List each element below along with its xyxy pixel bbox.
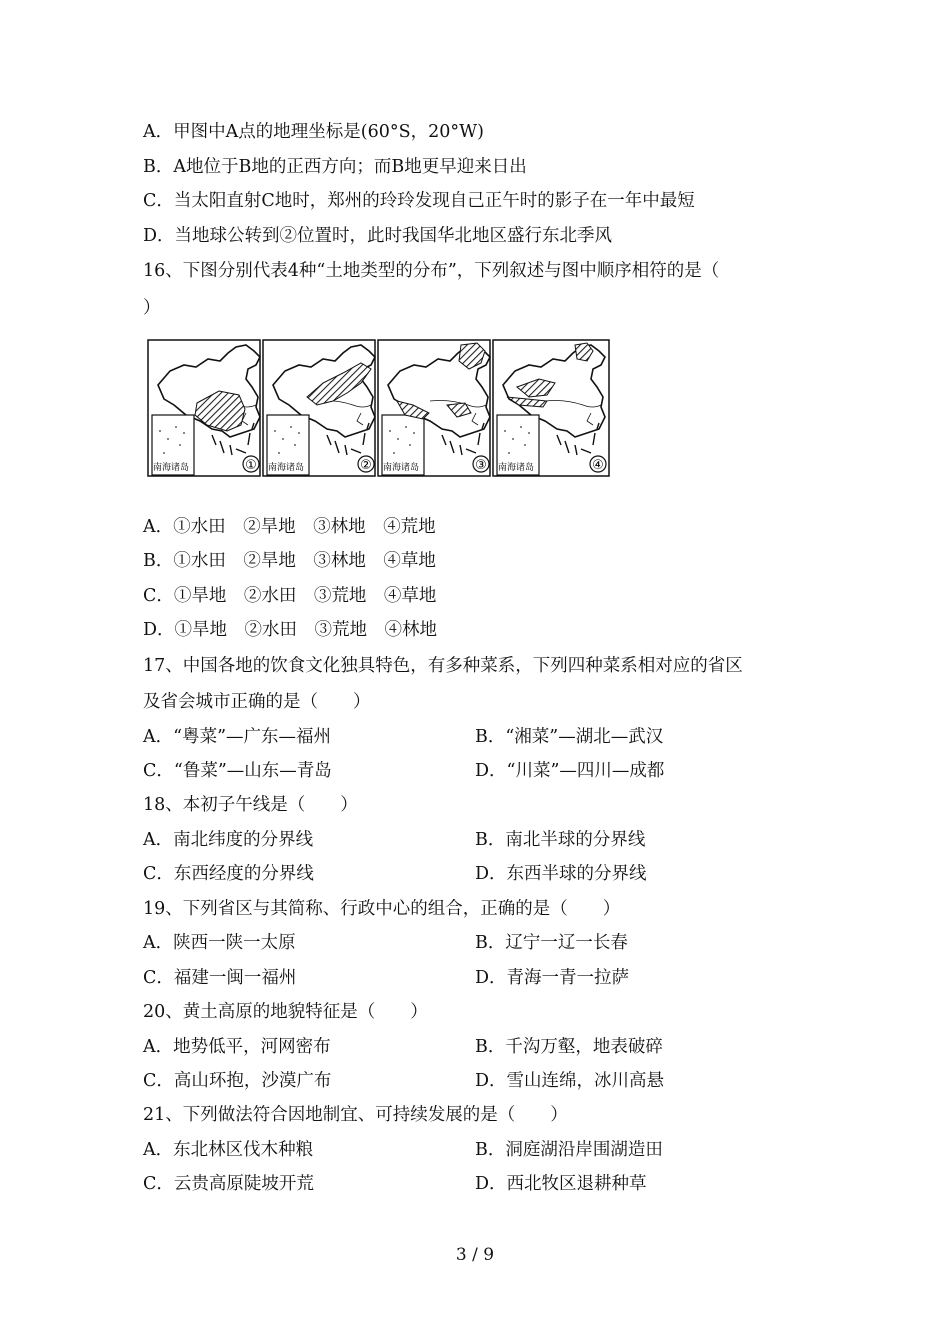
q15-option-a: A．甲图中A点的地理坐标是(60°S，20°W) bbox=[143, 122, 484, 142]
q21-option-d: D．西北牧区退耕种草 bbox=[475, 1174, 647, 1194]
q19-option-a: A．陕西一陕一太原 bbox=[143, 933, 296, 953]
q17-option-a: A．“粤菜”—广东—福州 bbox=[143, 727, 332, 747]
q19-option-c: C．福建一闽一福州 bbox=[143, 968, 297, 988]
q20-option-c: C．高山环抱，沙漠广布 bbox=[143, 1071, 332, 1091]
q21-stem: 21、下列做法符合因地制宜、可持续发展的是（ ） bbox=[143, 1105, 568, 1125]
inset-label-4: 南海诸岛 bbox=[498, 463, 535, 473]
q15-option-d: D．当地球公转到②位置时，此时我国华北地区盛行东北季风 bbox=[143, 226, 613, 246]
q18-option-d: D．东西半球的分界线 bbox=[475, 864, 647, 884]
land-type-maps-figure bbox=[147, 339, 610, 477]
q20-stem: 20、黄土高原的地貌特征是（ ） bbox=[143, 1002, 428, 1022]
inset-label-1: 南海诸岛 bbox=[153, 463, 190, 473]
map-number-2: ② bbox=[360, 458, 372, 473]
q18-stem: 18、本初子午线是（ ） bbox=[143, 795, 358, 815]
q16-stem: 16、下图分别代表4种“土地类型的分布”，下列叙述与图中顺序相符的是（ bbox=[143, 261, 720, 281]
q21-option-c: C．云贵高原陡坡开荒 bbox=[143, 1174, 314, 1194]
q18-option-b: B．南北半球的分界线 bbox=[475, 830, 646, 850]
q19-stem: 19、下列省区与其简称、行政中心的组合，正确的是（ ） bbox=[143, 899, 621, 919]
q17-option-b: B．“湘菜”—湖北—武汉 bbox=[475, 727, 664, 747]
q17-stem-cont: 及省会城市正确的是（ ） bbox=[143, 692, 371, 712]
inset-label-2: 南海诸岛 bbox=[268, 463, 305, 473]
q16-option-d: D．①旱地 ②水田 ③荒地 ④林地 bbox=[143, 620, 438, 640]
map-number-3: ③ bbox=[475, 458, 487, 473]
q15-option-b: B．A地位于B地的正西方向；而B地更早迎来日出 bbox=[143, 157, 527, 177]
q21-option-b: B．洞庭湖沿岸围湖造田 bbox=[475, 1140, 663, 1160]
q15-option-c: C．当太阳直射C地时，郑州的玲玲发现自己正午时的影子在一年中最短 bbox=[143, 191, 695, 211]
q18-option-c: C．东西经度的分界线 bbox=[143, 864, 314, 884]
map-panel-4 bbox=[493, 340, 609, 476]
q21-option-a: A．东北林区伐木种粮 bbox=[143, 1140, 314, 1160]
q20-option-a: A．地势低平，河网密布 bbox=[143, 1037, 331, 1057]
inset-label-3: 南海诸岛 bbox=[383, 463, 420, 473]
page-number: 3 / 9 bbox=[455, 1245, 495, 1265]
q17-option-d: D．“川菜”—四川—成都 bbox=[475, 761, 665, 781]
q17-stem: 17、中国各地的饮食文化独具特色，有多种菜系，下列四种菜系相对应的省区 bbox=[143, 656, 743, 676]
q18-option-a: A．南北纬度的分界线 bbox=[143, 830, 314, 850]
map-number-1: ① bbox=[245, 458, 257, 473]
map-panel-3 bbox=[378, 340, 490, 476]
map-panel-1 bbox=[148, 340, 260, 476]
map-panel-2 bbox=[263, 340, 375, 476]
q16-option-a: A．①水田 ②旱地 ③林地 ④荒地 bbox=[143, 517, 436, 537]
map-number-4: ④ bbox=[592, 458, 604, 473]
q19-option-b: B．辽宁一辽一长春 bbox=[475, 933, 628, 953]
q20-option-d: D．雪山连绵，冰川高悬 bbox=[475, 1071, 665, 1091]
q20-option-b: B．千沟万壑，地表破碎 bbox=[475, 1037, 663, 1057]
q16-option-b: B．①水田 ②旱地 ③林地 ④草地 bbox=[143, 551, 436, 571]
q19-option-d: D．青海一青一拉萨 bbox=[475, 968, 630, 988]
q17-option-c: C．“鲁菜”—山东—青岛 bbox=[143, 761, 332, 781]
q16-option-c: C．①旱地 ②水田 ③荒地 ④草地 bbox=[143, 586, 437, 606]
q16-stem-close: ） bbox=[143, 298, 161, 318]
